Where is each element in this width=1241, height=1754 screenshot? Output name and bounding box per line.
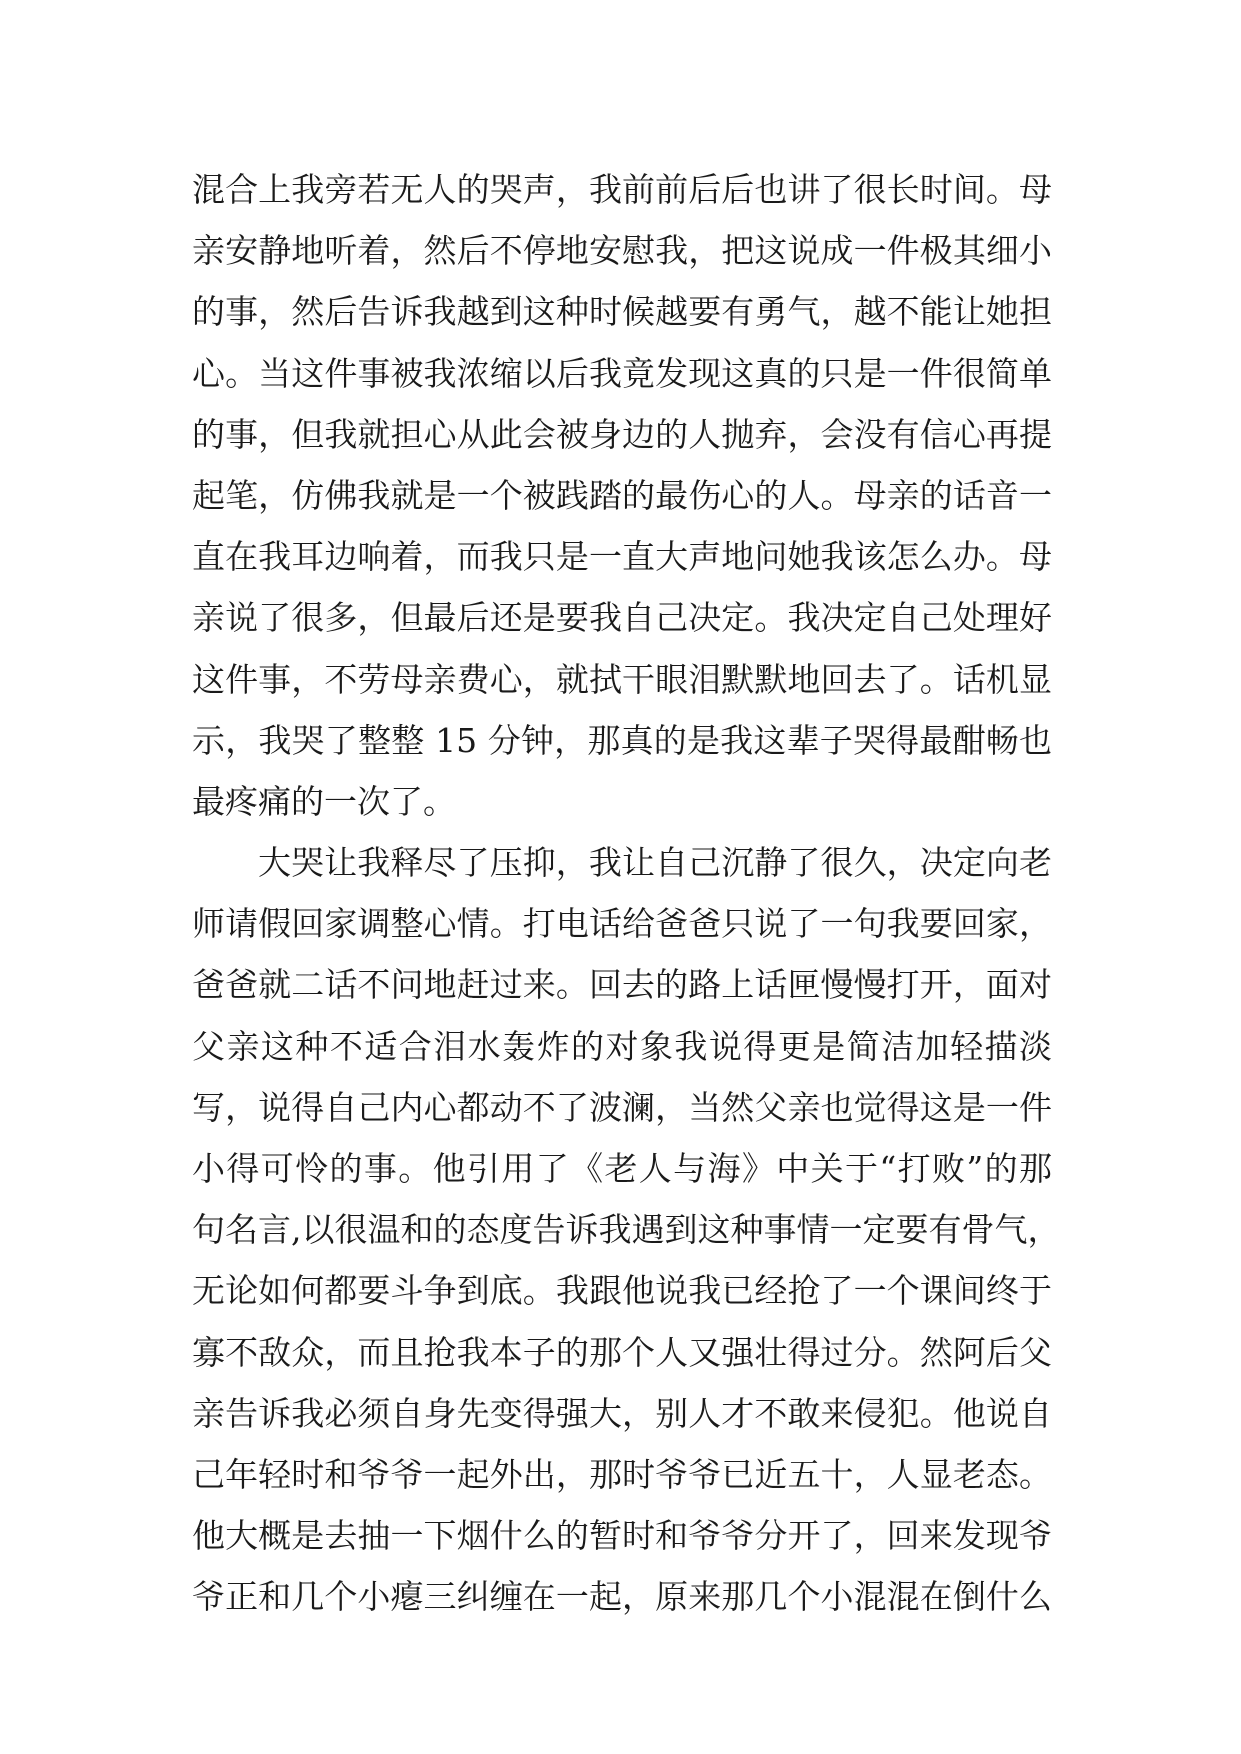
paragraph-2-line-8: 无论如何都要斗争到底。我跟他说我已经抢了一个课间终于 bbox=[192, 1271, 1052, 1311]
paragraph-1-line-6: 起笔，仿佛我就是一个被践踏的最伤心的人。母亲的话音一 bbox=[192, 475, 1052, 515]
paragraph-1-line-3: 的事，然后告诉我越到这种时候越要有勇气，越不能让她担 bbox=[192, 292, 1052, 332]
paragraph-2-line-11: 己年轻时和爷爷一起外出，那时爷爷已近五十，人显老态。 bbox=[192, 1454, 1052, 1494]
paragraph-1-line-7: 直在我耳边响着，而我只是一直大声地问她我该怎么办。母 bbox=[192, 537, 1052, 577]
paragraph-1-line-8: 亲说了很多，但最后还是要我自己决定。我决定自己处理好 bbox=[192, 598, 1052, 638]
paragraph-2-line-13: 爷正和几个小瘪三纠缠在一起，原来那几个小混混在倒什么 bbox=[192, 1577, 1052, 1617]
paragraph-1-line-2: 亲安静地听着，然后不停地安慰我，把这说成一件极其细小 bbox=[192, 231, 1052, 271]
paragraph-2-line-10: 亲告诉我必须自身先变得强大，别人才不敢来侵犯。他说自 bbox=[192, 1393, 1052, 1433]
paragraph-2-line-4: 父亲这种不适合泪水轰炸的对象我说得更是简洁加轻描淡 bbox=[192, 1026, 1052, 1066]
paragraph-2-line-5: 写，说得自己内心都动不了波澜，当然父亲也觉得这是一件 bbox=[192, 1087, 1052, 1127]
paragraph-1-line-1: 混合上我旁若无人的哭声，我前前后后也讲了很长时间。母 bbox=[192, 170, 1052, 209]
paragraph-2-line-9: 寡不敌众，而且抢我本子的那个人又强壮得过分。然阿后父 bbox=[192, 1332, 1052, 1372]
paragraph-1-line-10: 示，我哭了整整 15 分钟，那真的是我这辈子哭得最酣畅也 bbox=[192, 720, 1052, 760]
paragraph-2-line-1: 大哭让我释尽了压抑，我让自己沉静了很久，决定向老 bbox=[258, 843, 1052, 883]
paragraph-1-line-4: 心。当这件事被我浓缩以后我竟发现这真的只是一件很简单 bbox=[192, 353, 1052, 393]
paragraph-1-line-5: 的事，但我就担心从此会被身边的人抛弃，会没有信心再提 bbox=[192, 414, 1052, 454]
paragraph-2-line-3: 爸爸就二话不问地赶过来。回去的路上话匣慢慢打开，面对 bbox=[192, 965, 1052, 1005]
paragraph-2-line-2: 师请假回家调整心情。打电话给爸爸只说了一句我要回家， bbox=[192, 904, 1052, 944]
paragraph-2-line-7: 句名言,以很温和的态度告诉我遇到这种事情一定要有骨气， bbox=[192, 1210, 1061, 1250]
paragraph-2-line-6: 小得可怜的事。他引用了《老人与海》中关于“打败”的那 bbox=[192, 1149, 1052, 1188]
body-text bbox=[192, 159, 1061, 1628]
paragraph-2-line-12: 他大概是去抽一下烟什么的暂时和爷爷分开了，回来发现爷 bbox=[192, 1516, 1052, 1556]
paragraph-1-line-9: 这件事，不劳母亲费心，就拭干眼泪默默地回去了。话机显 bbox=[192, 659, 1052, 699]
paragraph-1-line-11: 最疼痛的一次了。 bbox=[192, 781, 456, 821]
